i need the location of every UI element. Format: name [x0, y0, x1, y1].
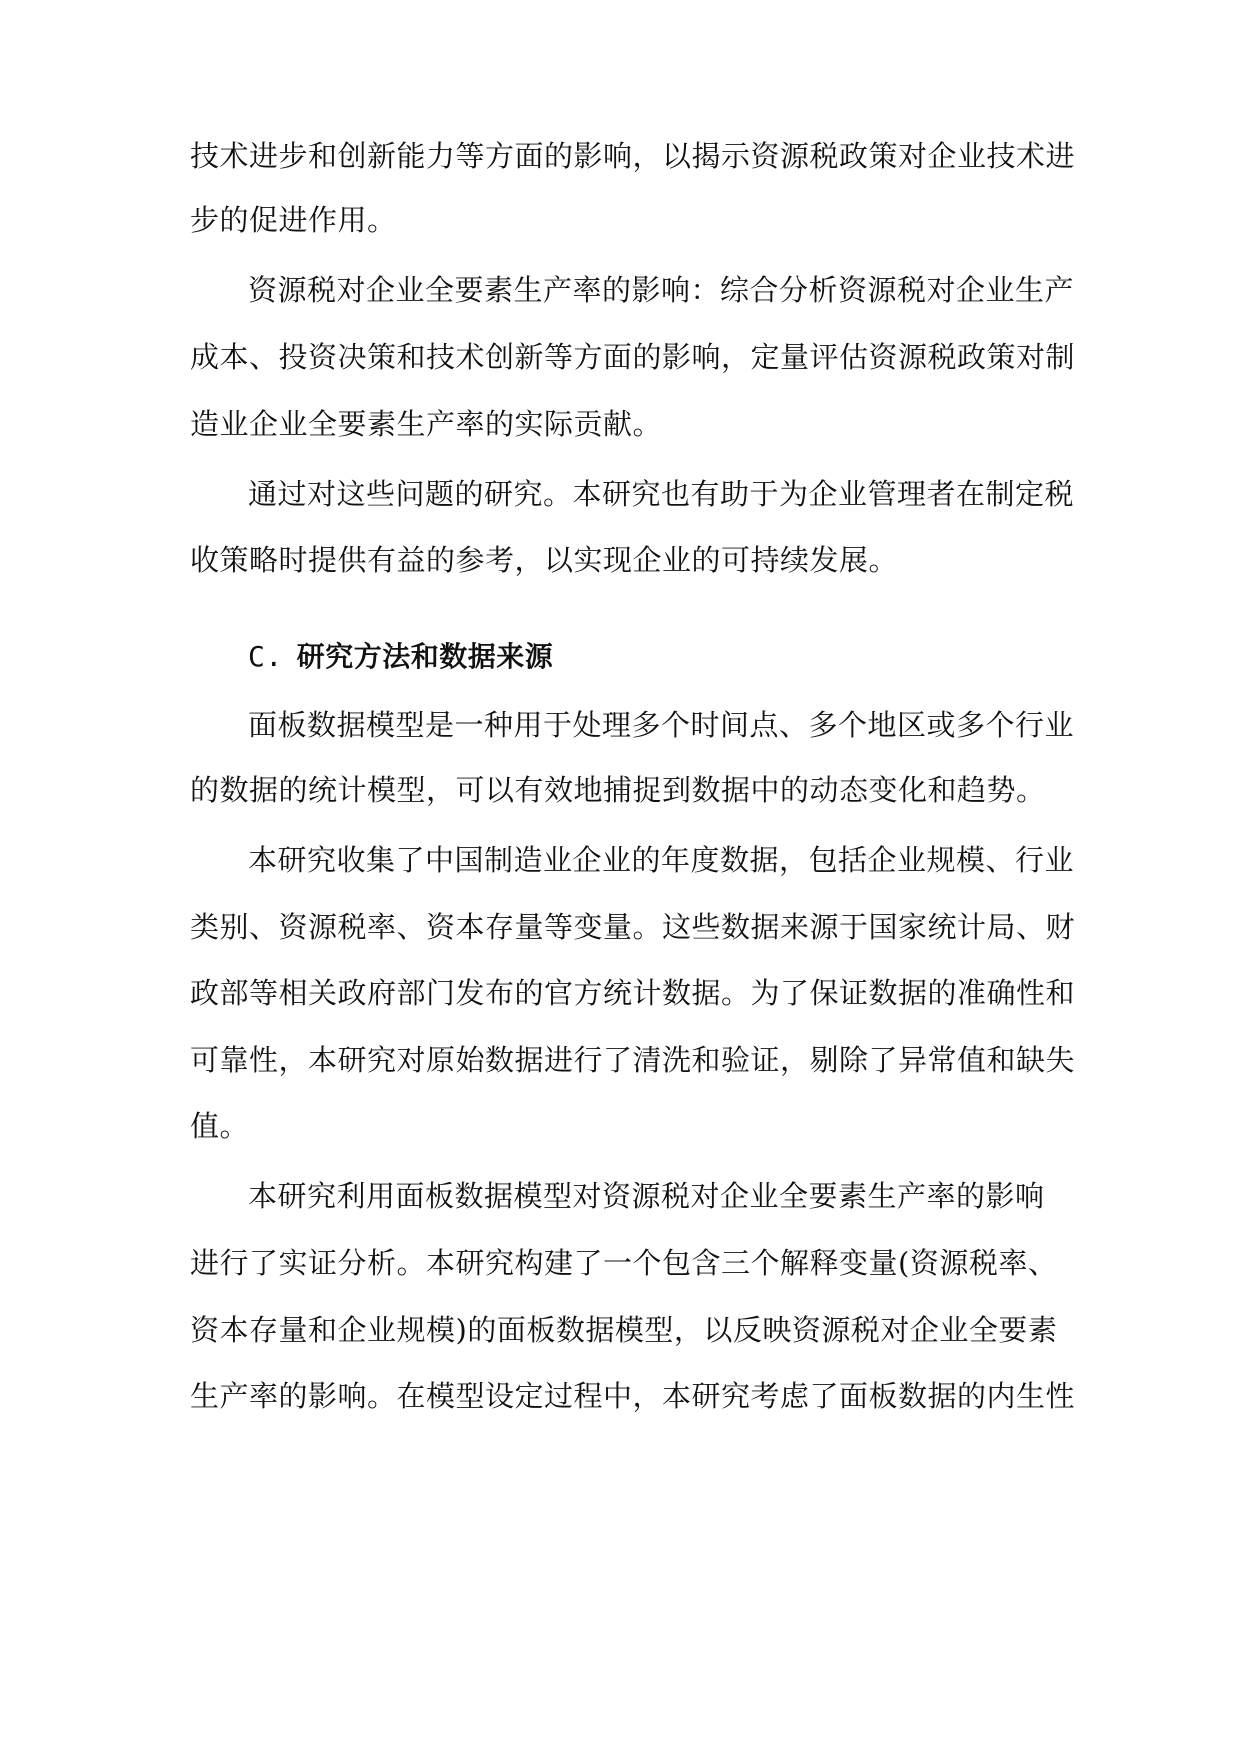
paragraph-line: 本研究收集了中国制造业企业的年度数据，包括企业规模、行业 — [248, 843, 1075, 877]
paragraph-line: 进行了实证分析。本研究构建了一个包含三个解释变量(资源税率、 — [190, 1246, 1058, 1280]
paragraph-line: 资本存量和企业规模)的面板数据模型，以反映资源税对企业全要素 — [190, 1313, 1058, 1347]
section-letter: C. — [248, 640, 283, 673]
paragraph-line: 步的促进作用。 — [190, 203, 397, 237]
paragraph-line: 造业企业全要素生产率的实际贡献。 — [190, 407, 663, 441]
paragraph-line: 本研究利用面板数据模型对资源税对企业全要素生产率的影响 — [248, 1179, 1045, 1213]
paragraph-line: 政部等相关政府部门发布的官方统计数据。为了保证数据的准确性和 — [190, 976, 1076, 1010]
paragraph-line: 类别、资源税率、资本存量等变量。这些数据来源于国家统计局、财 — [190, 910, 1076, 944]
paragraph-line: 面板数据模型是一种用于处理多个时间点、多个地区或多个行业 — [248, 708, 1075, 742]
paragraph-line: 资源税对企业全要素生产率的影响：综合分析资源税对企业生产 — [248, 273, 1075, 307]
paragraph-line: 技术进步和创新能力等方面的影响，以揭示资源税政策对企业技术进 — [190, 139, 1076, 173]
paragraph-line: 成本、投资决策和技术创新等方面的影响，定量评估资源税政策对制 — [190, 340, 1076, 374]
paragraph-line: 通过对这些问题的研究。本研究也有助于为企业管理者在制定税 — [248, 477, 1075, 511]
paragraph-line: 的数据的统计模型，可以有效地捕捉到数据中的动态变化和趋势。 — [190, 773, 1046, 807]
paragraph-line: 生产率的影响。在模型设定过程中，本研究考虑了面板数据的内生性 — [190, 1379, 1076, 1413]
section-heading — [248, 637, 1118, 677]
paragraph-line: 值。 — [190, 1109, 250, 1143]
section-title: 研究方法和数据来源 — [296, 640, 554, 673]
paragraph-line: 可靠性，本研究对原始数据进行了清洗和验证，剔除了异常值和缺失 — [190, 1043, 1076, 1077]
paragraph-line: 收策略时提供有益的参考，以实现企业的可持续发展。 — [190, 543, 899, 577]
